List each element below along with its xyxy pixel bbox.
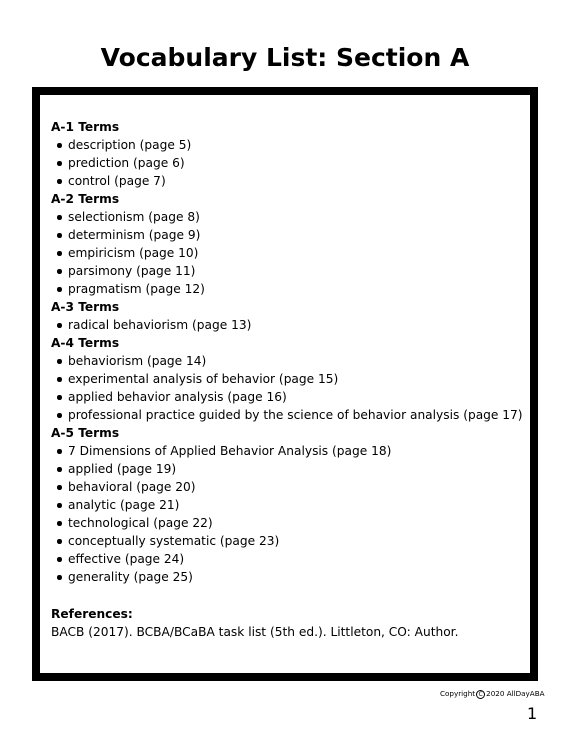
page-title: Vocabulary List: Section A [100, 43, 470, 72]
term-item [51, 460, 526, 478]
term-text: conceptually systematic (page 23) [68, 534, 280, 548]
term-item [51, 244, 526, 262]
term-text: description (page 5) [68, 138, 192, 152]
bullet-icon [57, 539, 62, 544]
term-text: 7 Dimensions of Applied Behavior Analysis (page 18) [68, 444, 392, 458]
term-item [51, 532, 526, 550]
section-a2 [51, 190, 526, 298]
bullet-icon [57, 503, 62, 508]
term-list [51, 208, 526, 298]
bullet-icon [57, 143, 62, 148]
term-item [51, 568, 526, 586]
term-text: applied (page 19) [68, 462, 177, 476]
term-text: selectionism (page 8) [68, 210, 200, 224]
bullet-icon [57, 323, 62, 328]
section-heading: A-1 Terms [51, 120, 120, 134]
section-heading: A-2 Terms [51, 192, 120, 206]
copyright-icon: C [476, 690, 485, 699]
bullet-icon [57, 359, 62, 364]
copyright-label: Copyright [440, 689, 476, 698]
section-a3 [51, 298, 526, 334]
term-item [51, 136, 526, 154]
term-text: analytic (page 21) [68, 498, 180, 512]
bullet-icon [57, 485, 62, 490]
term-text: effective (page 24) [68, 552, 185, 566]
bullet-icon [57, 251, 62, 256]
content-frame [32, 87, 538, 681]
bullet-icon [57, 413, 62, 418]
copyright-text: 2020 AllDayABA [486, 689, 545, 698]
term-text: prediction (page 6) [68, 156, 185, 170]
references-heading: References: [51, 607, 133, 621]
term-item [51, 496, 526, 514]
term-item [51, 226, 526, 244]
references-section [51, 605, 526, 641]
term-text: pragmatism (page 12) [68, 282, 205, 296]
term-item [51, 208, 526, 226]
term-list [51, 352, 526, 424]
term-item [51, 514, 526, 532]
bullet-icon [57, 287, 62, 292]
term-text: behaviorism (page 14) [68, 354, 207, 368]
term-list [51, 136, 526, 190]
section-heading: A-3 Terms [51, 300, 120, 314]
term-item [51, 154, 526, 172]
term-text: technological (page 22) [68, 516, 213, 530]
bullet-icon [57, 575, 62, 580]
term-text: empiricism (page 10) [68, 246, 199, 260]
page-number: 1 [527, 704, 538, 723]
term-item [51, 478, 526, 496]
term-item [51, 352, 526, 370]
section-heading: A-4 Terms [51, 336, 120, 350]
term-text: behavioral (page 20) [68, 480, 196, 494]
term-item [51, 316, 526, 334]
vocabulary-list [51, 118, 526, 641]
term-text: determinism (page 9) [68, 228, 201, 242]
term-item [51, 406, 526, 424]
term-text: radical behaviorism (page 13) [68, 318, 252, 332]
section-a5 [51, 424, 526, 586]
term-item [51, 280, 526, 298]
bullet-icon [57, 521, 62, 526]
section-a4 [51, 334, 526, 424]
bullet-icon [57, 179, 62, 184]
bullet-icon [57, 467, 62, 472]
term-text: applied behavior analysis (page 16) [68, 390, 287, 404]
term-text: professional practice guided by the science of behavior analysis (page 17) [68, 408, 523, 422]
section-a1 [51, 118, 526, 190]
term-list [51, 442, 526, 586]
bullet-icon [57, 377, 62, 382]
term-item [51, 262, 526, 280]
term-list [51, 316, 526, 334]
bullet-icon [57, 269, 62, 274]
references-text: BACB (2017). BCBA/BCaBA task list (5th ed.). Littleton, CO: Author. [51, 625, 459, 639]
bullet-icon [57, 161, 62, 166]
bullet-icon [57, 395, 62, 400]
term-item [51, 550, 526, 568]
section-heading: A-5 Terms [51, 426, 120, 440]
term-item [51, 388, 526, 406]
bullet-icon [57, 233, 62, 238]
copyright-notice [440, 689, 545, 699]
term-item [51, 370, 526, 388]
bullet-icon [57, 449, 62, 454]
term-text: parsimony (page 11) [68, 264, 196, 278]
bullet-icon [57, 215, 62, 220]
term-text: generality (page 25) [68, 570, 193, 584]
term-text: experimental analysis of behavior (page 15) [68, 372, 339, 386]
term-text: control (page 7) [68, 174, 166, 188]
term-item [51, 442, 526, 460]
term-item [51, 172, 526, 190]
bullet-icon [57, 557, 62, 562]
